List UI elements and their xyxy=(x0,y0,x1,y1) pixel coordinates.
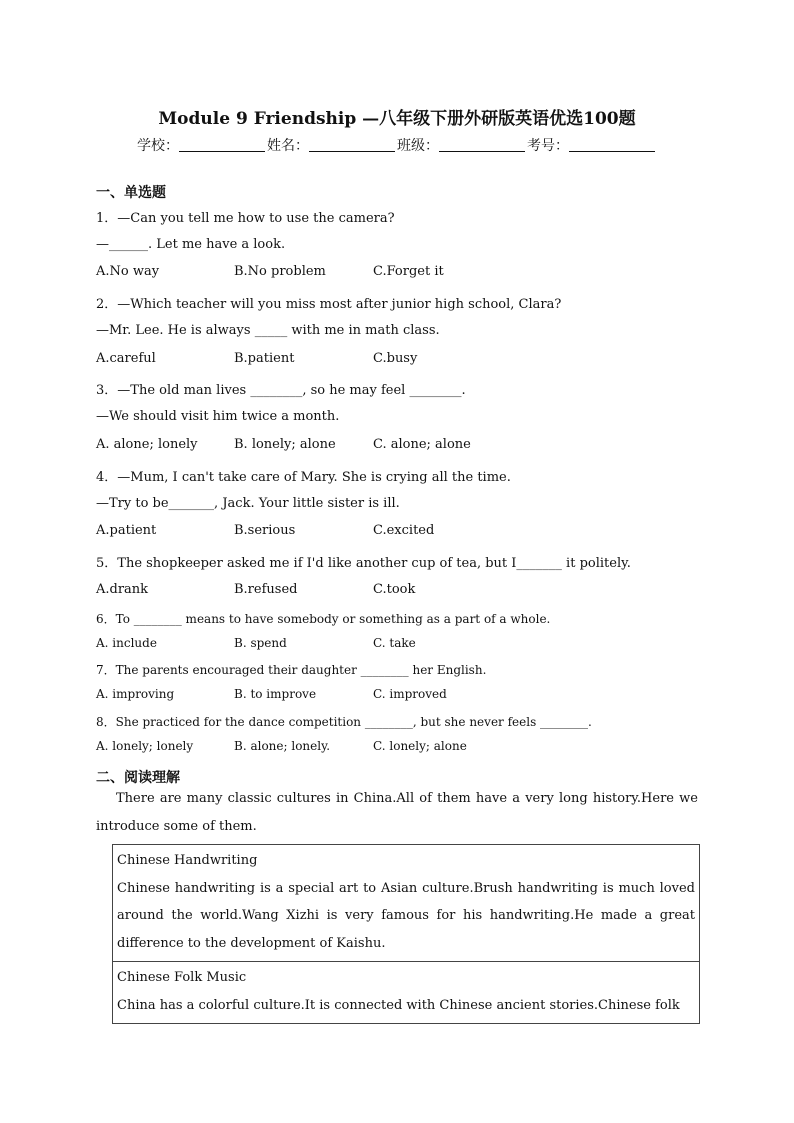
question-5-line-1: 5．The shopkeeper asked me if I'd like another cup of tea, but I_______ it politely. xyxy=(96,556,631,571)
question-8-line-1: 8．She practiced for the dance competition ________, but she never feels ________. xyxy=(96,715,592,729)
option-c[interactable]: C.Forget it xyxy=(373,264,444,279)
option-c[interactable]: C.busy xyxy=(373,351,418,366)
option-b[interactable]: B.No problem xyxy=(234,264,326,279)
question-4-line-2: —Try to be_______, Jack. Your little sister is ill. xyxy=(96,496,400,511)
option-b[interactable]: B. to improve xyxy=(234,687,317,701)
question-3-line-1: 3．—The old man lives ________, so he may feel ________. xyxy=(96,383,466,398)
question-2-line-1: 2．—Which teacher will you miss most after junior high school, Clara? xyxy=(96,297,562,312)
option-a[interactable]: A. alone; lonely xyxy=(96,437,198,452)
option-b[interactable]: B.patient xyxy=(234,351,295,366)
exam-number-label: 考号： xyxy=(527,138,569,154)
option-c[interactable]: C.excited xyxy=(373,523,435,538)
option-b[interactable]: B.refused xyxy=(234,582,298,597)
option-a[interactable]: A.patient xyxy=(96,523,157,538)
option-a[interactable]: A. include xyxy=(96,636,157,650)
class-label: 班级： xyxy=(397,138,439,154)
option-b[interactable]: B.serious xyxy=(234,523,296,538)
option-b[interactable]: B. alone; lonely. xyxy=(234,739,331,753)
section-heading-single-choice: 一、单选题 xyxy=(96,185,166,201)
question-1-line-1: 1．—Can you tell me how to use the camera? xyxy=(96,211,395,226)
reading-box-text: Chinese handwriting is a special art to Asian culture.Brush handwriting is much loved around the world.Wang Xizhi is very famous for his handwriting.He made a great difference to the development of Kaishu. xyxy=(117,880,695,951)
school-blank[interactable] xyxy=(179,137,265,152)
reading-table xyxy=(112,844,700,1024)
option-b[interactable]: B. spend xyxy=(234,636,287,650)
name-label: 姓名： xyxy=(267,138,309,154)
option-a[interactable]: A. lonely; lonely xyxy=(96,739,194,753)
option-c[interactable]: C. alone; alone xyxy=(373,437,471,452)
question-4-line-1: 4．—Mum, I can't take care of Mary. She is crying all the time. xyxy=(96,470,511,485)
option-a[interactable]: A.drank xyxy=(96,582,149,597)
question-1-line-2: —______. Let me have a look. xyxy=(96,237,286,252)
option-b[interactable]: B. lonely; alone xyxy=(234,437,336,452)
option-c[interactable]: C. improved xyxy=(373,687,447,701)
reading-box-heading: Chinese Folk Music xyxy=(117,970,247,985)
question-3-line-2: —We should visit him twice a month. xyxy=(96,409,340,424)
question-6-line-1: 6．To ________ means to have somebody or something as a part of a whole. xyxy=(96,612,551,626)
school-label: 学校： xyxy=(137,138,179,154)
option-c[interactable]: C. lonely; alone xyxy=(373,739,467,753)
reading-box-heading: Chinese Handwriting xyxy=(117,853,258,868)
question-7-line-1: 7．The parents encouraged their daughter ________ her English. xyxy=(96,663,487,677)
option-a[interactable]: A.careful xyxy=(96,351,156,366)
option-c[interactable]: C. take xyxy=(373,636,416,650)
reading-box-folk-music xyxy=(113,961,699,1023)
reading-intro: There are many classic cultures in China.All of them have a very long history.Here we introduce some of them. xyxy=(96,791,698,834)
page-title: Module 9 Friendship —八年级下册外研版英语优选100题 xyxy=(158,109,636,129)
exam-number-blank[interactable] xyxy=(569,137,655,152)
reading-box-text: China has a colorful culture.It is connected with Chinese ancient stories.Chinese folk xyxy=(117,997,680,1013)
student-info-line xyxy=(0,135,794,155)
option-a[interactable]: A.No way xyxy=(96,264,160,279)
reading-box-handwriting xyxy=(113,845,699,961)
question-2-line-2: —Mr. Lee. He is always _____ with me in math class. xyxy=(96,323,440,338)
option-c[interactable]: C.took xyxy=(373,582,416,597)
option-a[interactable]: A. improving xyxy=(96,687,175,701)
name-blank[interactable] xyxy=(309,137,395,152)
class-blank[interactable] xyxy=(439,137,525,152)
section-heading-reading: 二、阅读理解 xyxy=(96,770,180,786)
